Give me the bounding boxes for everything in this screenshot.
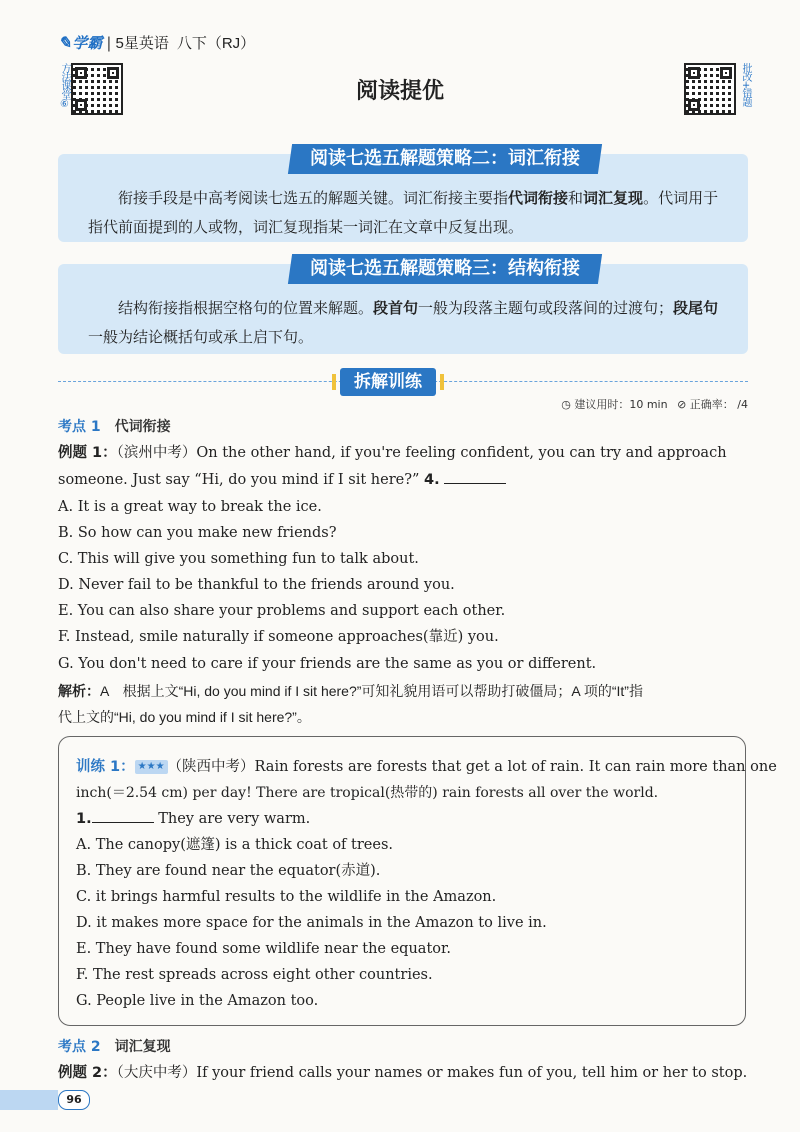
brand-name: 学霸 xyxy=(72,34,103,52)
right-qr-label: 批改+错题 xyxy=(740,63,751,107)
grade-label: 八下（RJ） xyxy=(176,35,256,52)
strategy2-title: 阅读七选五解题策略二：词汇衔接 xyxy=(288,144,602,174)
strategy3-text: 结构衔接指根据空格句的位置来解题。段首句一般为段落主题句或段落间的过渡句；段尾句一般为结论概括句或承上启下句。 xyxy=(88,299,719,346)
page-number: 96 xyxy=(58,1090,90,1110)
page-tab xyxy=(0,1090,58,1110)
strategy2-text: 衔接手段是中高考阅读七选五的解题关键。词汇衔接主要指代词衔接和词汇复现。代词用于指代前面提到的人或物，词汇复现指某一词汇在文章中反复出现。 xyxy=(88,189,719,236)
timer-info xyxy=(561,396,748,412)
training1-line2: inch(＝2.54 cm) per day! There are tropical(热带的) rain forests all over the world. xyxy=(76,785,659,801)
option-e: E. They have found some wildlife near the equator. xyxy=(76,941,451,957)
running-header xyxy=(58,32,255,53)
training1-line3: 1. They are very warm. xyxy=(76,806,736,832)
answer-blank[interactable] xyxy=(444,469,506,484)
option-b: B. They are found near the equator(赤道). xyxy=(76,863,381,879)
strategy3-title: 阅读七选五解题策略三：结构衔接 xyxy=(288,254,602,284)
check-icon: ⊘ xyxy=(677,398,687,411)
brand-logo xyxy=(58,32,102,53)
example2-line1: 例题 2：（大庆中考）If your friend calls your names or makes fun of you, tell him or her to stop. xyxy=(58,1065,748,1081)
option-d: D. Never fail to be thankful to the friends around you. xyxy=(58,577,455,593)
left-qr-label: 方法课堂⑥ xyxy=(59,63,70,109)
answer-blank[interactable] xyxy=(92,808,154,823)
kp1-heading: 考点 1 代词衔接 xyxy=(58,419,171,435)
option-a: A. It is a great way to break the ice. xyxy=(58,499,322,515)
page-title: 阅读提优 xyxy=(355,79,444,104)
kp2-heading: 考点 2 词汇复现 xyxy=(58,1039,171,1055)
brand-mark-icon: ✎ xyxy=(58,33,72,52)
option-f: F. The rest spreads across eight other countries. xyxy=(76,967,433,983)
strategy3-box xyxy=(58,258,748,354)
header-separator: | xyxy=(106,33,112,52)
suggested-time: 建议用时：10 min xyxy=(574,398,668,411)
clock-icon: ◷ xyxy=(561,398,571,411)
option-a: A. The canopy(遮篷) is a thick coat of trees. xyxy=(76,837,393,853)
example1-line1: 例题 1：（滨州中考）On the other hand, if you're feeling confident, you can try and approach xyxy=(58,445,727,461)
series-name: 5星英语 xyxy=(115,35,169,52)
option-f: F. Instead, smile naturally if someone approaches(靠近) you. xyxy=(58,629,499,645)
option-g: G. You don't need to care if your friends are the same as you or different. xyxy=(58,656,597,672)
example1-line2: someone. Just say “Hi, do you mind if I sit here?” 4. xyxy=(58,467,748,493)
option-e: E. You can also share your problems and support each other. xyxy=(58,603,506,619)
difficulty-stars: ★★★ xyxy=(135,760,168,774)
accuracy-field: 正确率： /4 xyxy=(689,398,748,411)
analysis-line2: 代上文的“Hi, do you mind if I sit here?”。 xyxy=(58,709,311,725)
training1-line1: 训练 1： ★★★ （陕西中考）Rain forests are forests that get a lot of rain. It can rain more than one xyxy=(76,759,777,775)
option-b: B. So how can you make new friends? xyxy=(58,525,337,541)
option-c: C. it brings harmful results to the wildlife in the Amazon. xyxy=(76,889,497,905)
option-g: G. People live in the Amazon too. xyxy=(76,993,319,1009)
option-c: C. This will give you something fun to talk about. xyxy=(58,551,419,567)
analysis-line1: 解析：A 根据上文“Hi, do you mind if I sit here?”可知礼貌用语可以帮助打破僵局；A 项的“It”指 xyxy=(58,683,643,700)
option-d: D. it makes more space for the animals in the Amazon to live in. xyxy=(76,915,547,931)
section-title: 拆解训练 xyxy=(340,368,436,396)
strategy2-box xyxy=(58,148,748,242)
